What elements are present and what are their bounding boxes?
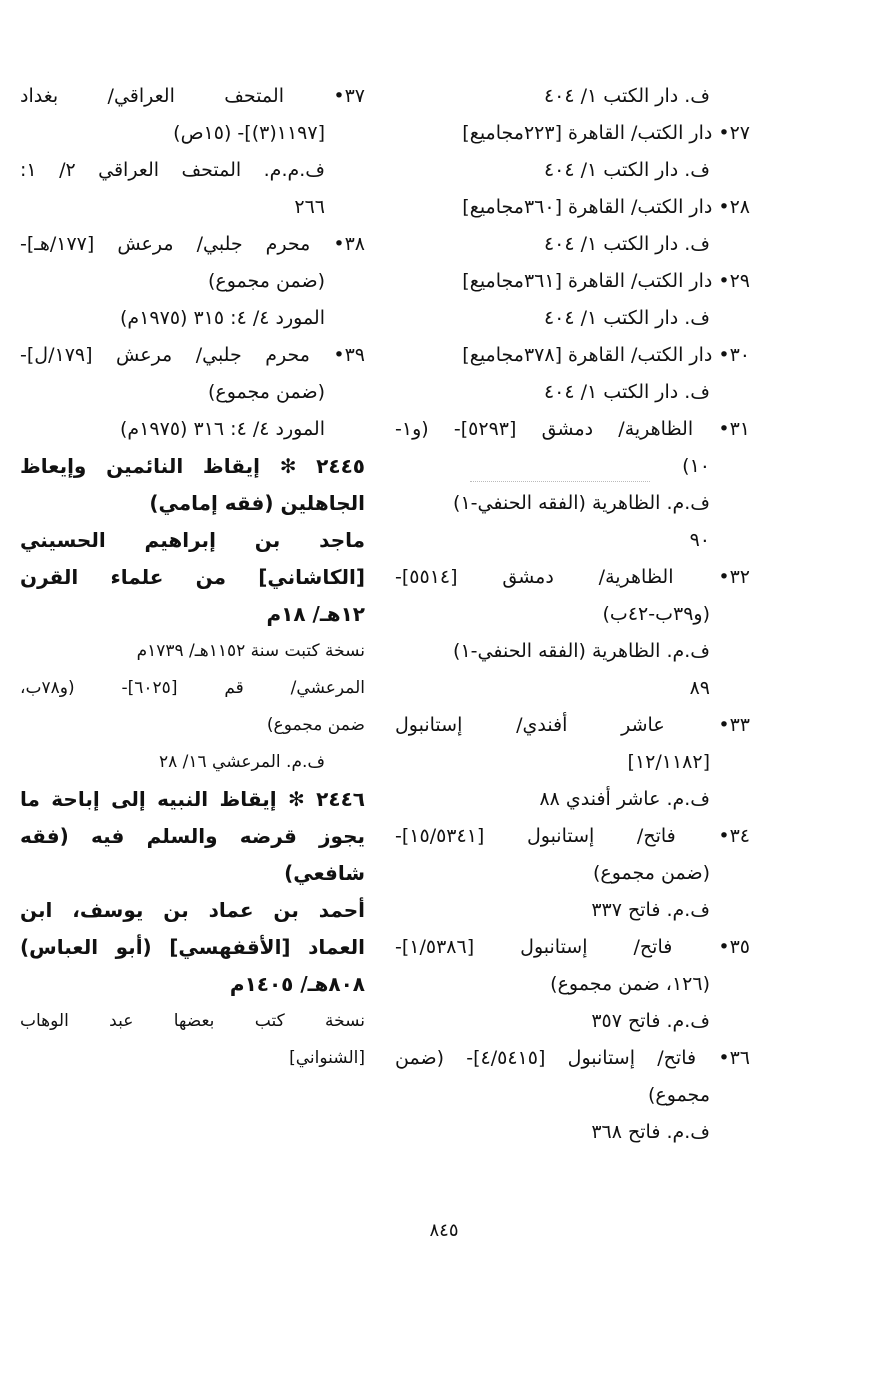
left-column-line: ٣٩• محرم جلبي/ مرعش [١٧٩/ل]-	[20, 344, 365, 366]
left-column-line: ٨٠٨هـ/ ١٤٠٥م	[229, 972, 365, 996]
right-column-line: ف.م. فاتح ٣٣٧	[591, 899, 710, 921]
right-column-line: ٨٩	[689, 677, 710, 699]
right-column-line: ٣٤• فاتح/ إستانبول [١٥/٥٣٤١]-	[395, 825, 750, 847]
right-column-line: ف. دار الكتب ١/ ٤٠٤	[543, 159, 710, 181]
right-column-line: [١٢/١١٨٢]	[627, 751, 710, 773]
left-column-line: ٢٤٤٦ ✻ إيقاظ النبيه إلى إباحة ما	[20, 787, 365, 811]
right-column-line: ٣٣• عاشر أفندي/ إستانبول	[395, 714, 750, 736]
left-column-line: ٢٤٤٥ ✻ إيقاظ النائمين وإيعاظ	[20, 454, 365, 478]
page-number: ٨٤٥	[429, 1220, 459, 1241]
right-column-line: ٣٥• فاتح/ إستانبول [١/٥٣٨٦]-	[395, 936, 750, 958]
right-column-line: ٢٩• دار الكتب/ القاهرة [٣٦١مجاميع]	[462, 270, 750, 292]
right-column-line: ٣٦• فاتح/ إستانبول [٤/٥٤١٥]- (ضمن	[395, 1047, 750, 1069]
left-column-line: [الشنواني]	[289, 1048, 365, 1068]
left-column-line: نسخة كتبت سنة ١١٥٢هـ/ ١٧٣٩م	[136, 641, 365, 661]
left-column-line: شافعي)	[284, 861, 365, 885]
left-column-line: (ضمن مجموع)	[207, 270, 325, 292]
right-column-line: مجموع)	[648, 1084, 710, 1106]
right-column-line: (ضمن مجموع)	[592, 862, 710, 884]
right-column-line: ٣٠• دار الكتب/ القاهرة [٣٧٨مجاميع]	[462, 344, 750, 366]
right-column-line: ف.م. الظاهرية (الفقه الحنفي-١)	[453, 492, 710, 514]
left-column-line: ماجد بن إبراهيم الحسيني	[20, 528, 365, 552]
left-column-line: (ضمن مجموع)	[207, 381, 325, 403]
right-column-line: ٣١• الظاهرية/ دمشق [٥٢٩٣]- (و١-	[395, 418, 750, 440]
left-column-line: المورد ٤/ ٤: ٣١٥ (١٩٧٥م)	[120, 307, 325, 329]
left-column-line: ١٢هـ/ ١٨م	[266, 602, 365, 626]
right-column-line: ف.م. فاتح ٣٦٨	[591, 1121, 710, 1143]
left-column-line: يجوز قرضه والسلم فيه (فقه	[20, 824, 365, 848]
left-column-line: الجاهلين (فقه إمامي)	[149, 491, 365, 515]
right-column-line: ٣٢• الظاهرية/ دمشق [٥٥١٤]-	[395, 566, 750, 588]
left-column-line: ٢٦٦	[294, 196, 325, 218]
left-column-line: [الكاشاني] من علماء القرن	[20, 565, 365, 589]
left-column-line: المرعشي/ قم [٦٠٢٥]- (و٧٨ب،	[20, 678, 365, 698]
left-column-line: ٣٨• محرم جلبي/ مرعش [١٧٧/هـ]-	[20, 233, 365, 255]
right-column-line: (و٣٩ب-٤٢ب)	[602, 603, 710, 625]
right-column-line: (١٢٦، ضمن مجموع)	[550, 973, 710, 995]
right-column-line: ف. دار الكتب ١/ ٤٠٤	[543, 233, 710, 255]
right-column-line: ١٠)	[682, 455, 710, 477]
left-column-line: أحمد بن عماد بن يوسف، ابن	[20, 898, 365, 922]
left-column	[20, 78, 365, 1077]
left-column-line: ف.م. المرعشي ١٦/ ٢٨	[158, 752, 325, 772]
right-column-line: ٢٨• دار الكتب/ القاهرة [٣٦٠مجاميع]	[462, 196, 750, 218]
left-column-line: العماد [الأقفهسي] (أبو العباس)	[20, 935, 365, 959]
left-column-line: نسخة كتب بعضها عبد الوهاب	[20, 1011, 365, 1031]
left-column-line: المورد ٤/ ٤: ٣١٦ (١٩٧٥م)	[120, 418, 325, 440]
right-column-line: ف.م. الظاهرية (الفقه الحنفي-١)	[453, 640, 710, 662]
right-column-line: ف.م. عاشر أفندي ٨٨	[539, 788, 710, 810]
right-column-line: ف. دار الكتب ١/ ٤٠٤	[543, 381, 710, 403]
left-column-line: ٣٧• المتحف العراقي/ بغداد	[20, 85, 365, 107]
right-column-line: ف. دار الكتب ١/ ٤٠٤	[543, 307, 710, 329]
right-column-line: ٩٠	[689, 529, 710, 551]
left-column-line: ف.م.م. المتحف العراقي ٢/ ١:	[20, 159, 325, 181]
right-column-line: ف.م. فاتح ٣٥٧	[591, 1010, 710, 1032]
right-column	[395, 78, 750, 1151]
right-column-line: ٢٧• دار الكتب/ القاهرة [٢٢٣مجاميع]	[462, 122, 750, 144]
right-column-line: ف. دار الكتب ١/ ٤٠٤	[543, 85, 710, 107]
left-column-line: ضمن مجموع)	[266, 715, 365, 735]
left-column-line: [١١٩٧(٣)]- (١٥ص)	[173, 122, 325, 144]
dotted-rule	[470, 481, 650, 482]
